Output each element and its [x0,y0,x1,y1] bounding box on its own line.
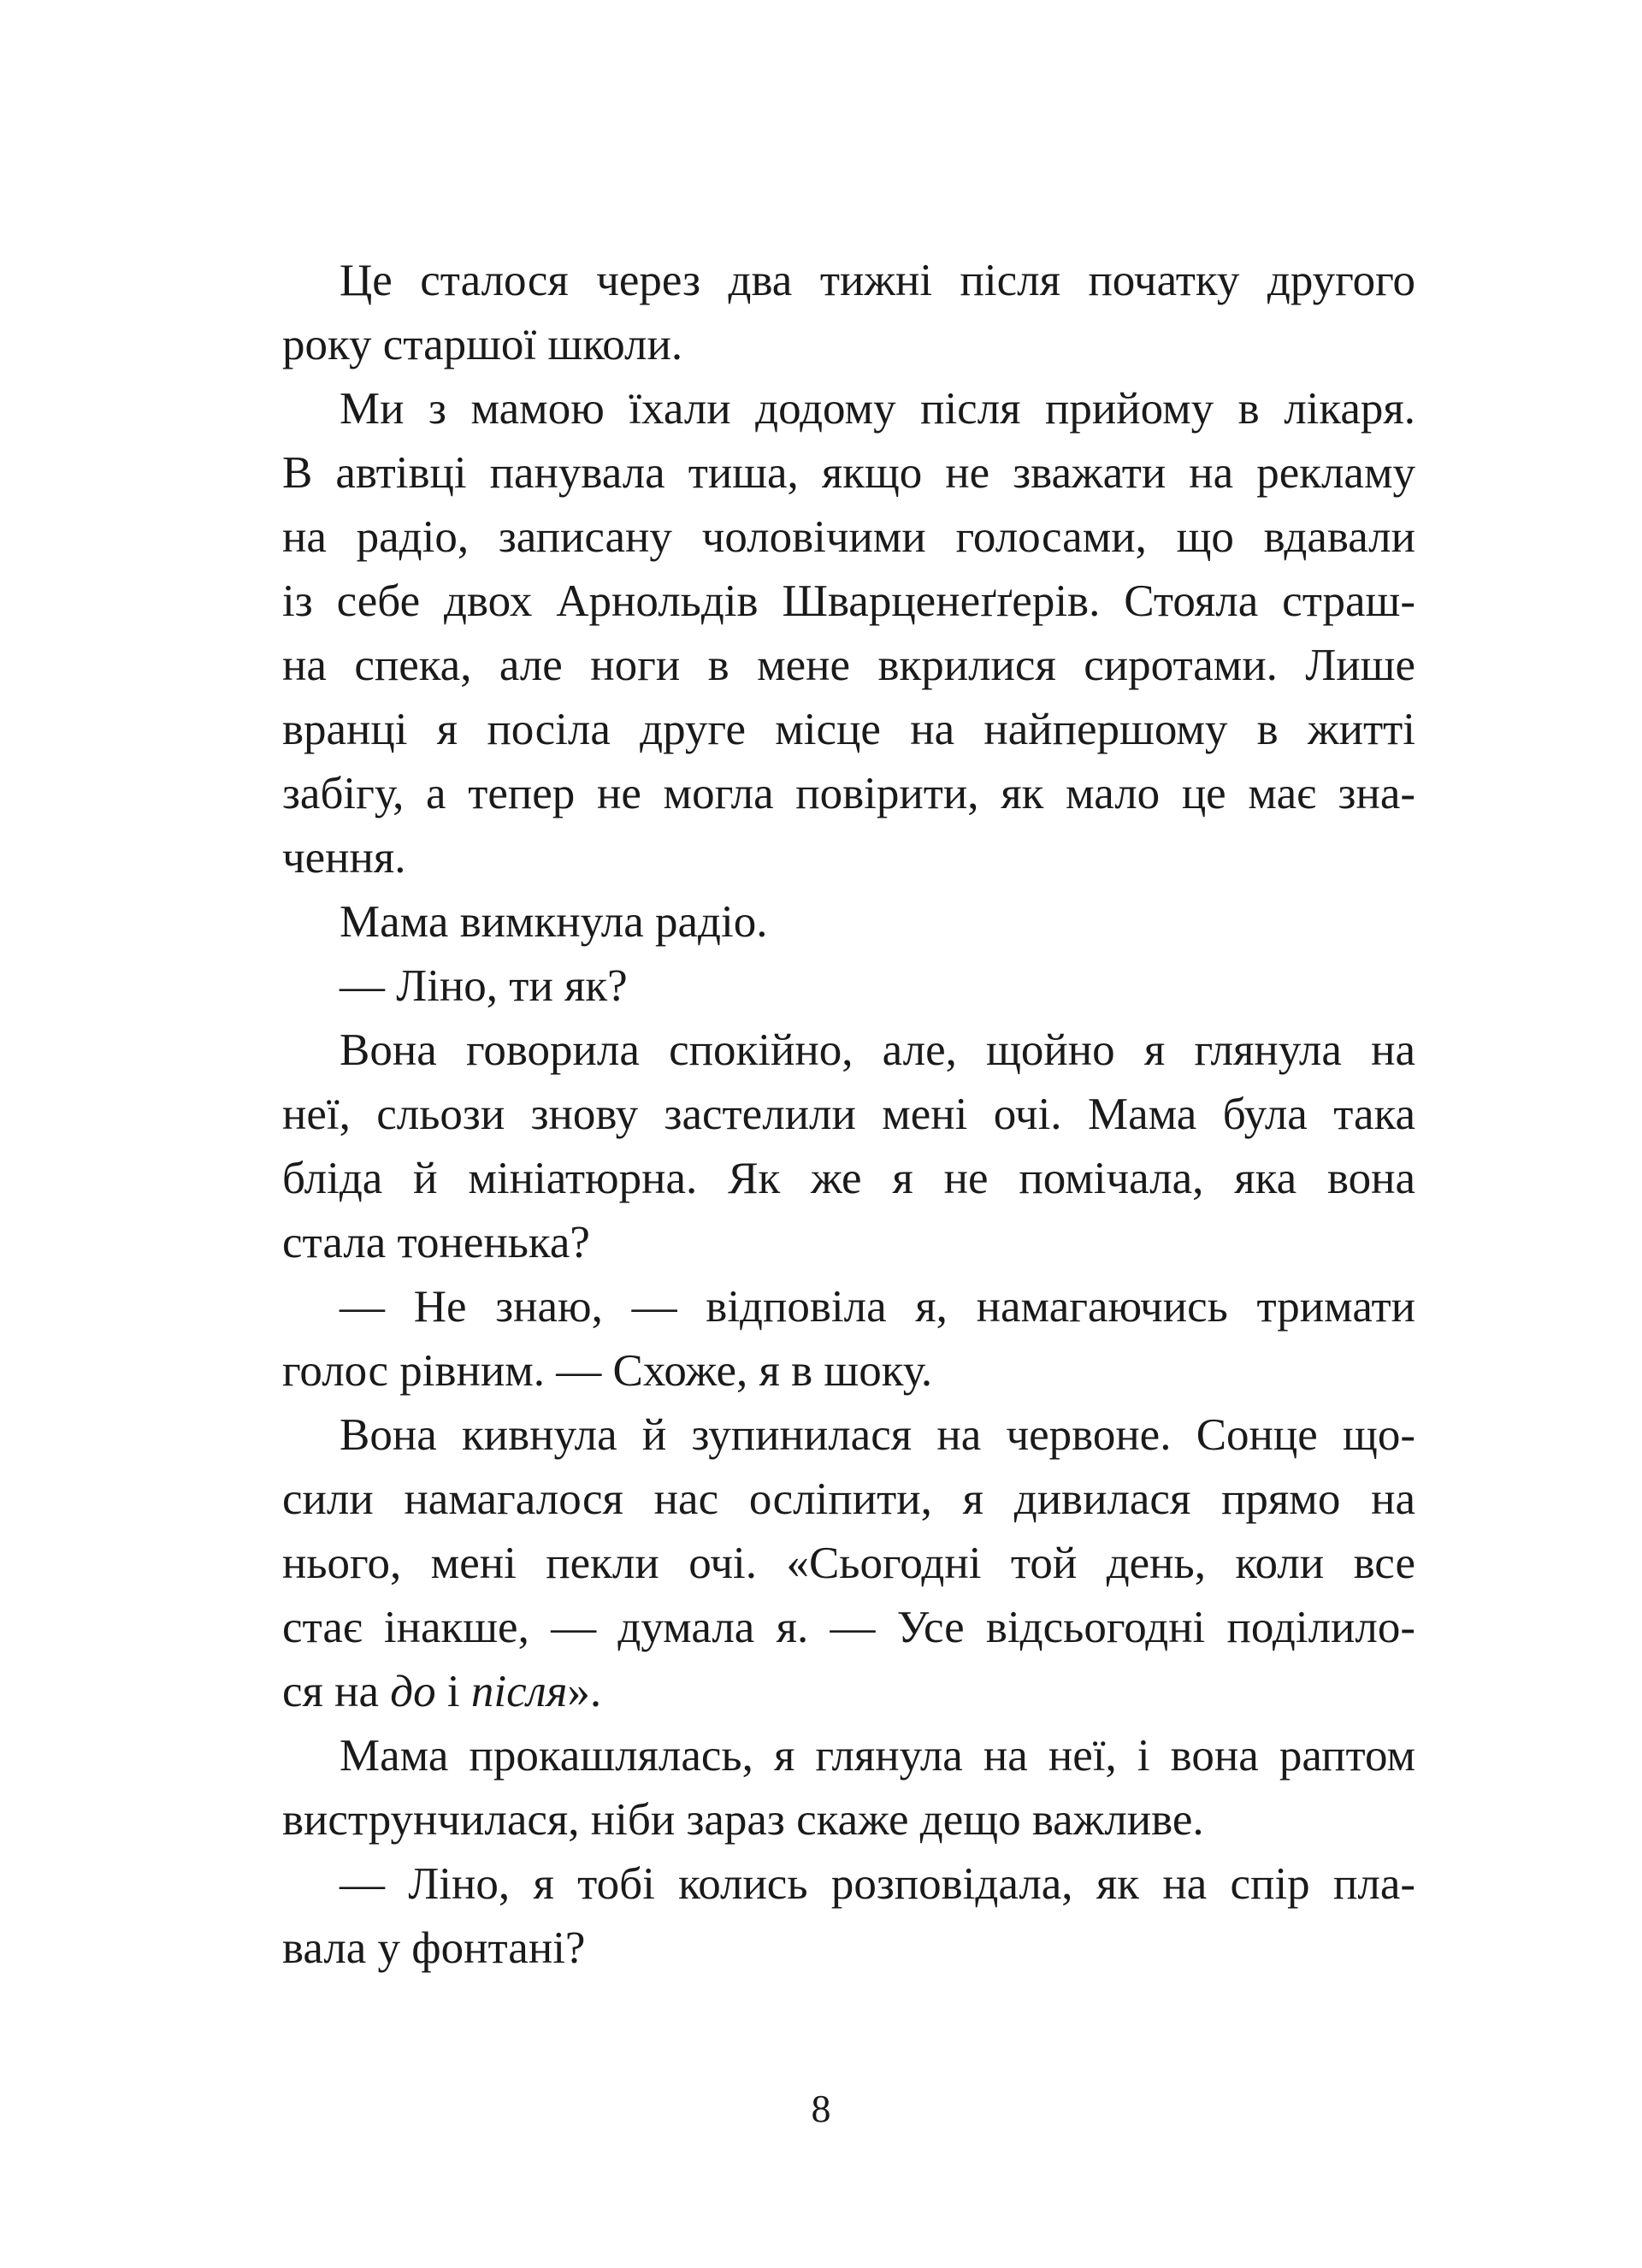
body-text [282,249,1415,1981]
text-line: сили намагалося нас осліпити, я дивилася прямо на [282,1474,1415,1524]
text-line: Ми з мамою їхали додому після прийому в лікаря. [340,384,1415,434]
text-line: виструнчилася, ніби зараз скаже дещо важливе. [282,1795,1204,1845]
text-line: неї, сльози знову застелили мені очі. Мама була така [282,1090,1415,1139]
text-line: року старшої школи. [282,320,683,369]
text-line: бліда й мініатюрна. Як же я не помічала, яка вона [282,1154,1415,1203]
text-line: Мама вимкнула радіо. [340,897,768,947]
text-line-with-italics [282,1660,1415,1724]
text-fragment: ся на [282,1667,391,1716]
text-fragment: ». [567,1667,602,1716]
text-line: із себе двох Арнольдів Шварценеґґерів. Стояла страш- [282,576,1415,626]
text-line: стала тоненька? [282,1218,590,1267]
text-line: Вона говорила спокійно, але, щойно я глянула на [340,1025,1415,1075]
dialogue-line: — Ліно, ти як? [340,961,628,1011]
page-number: 8 [811,2087,831,2130]
dialogue-line: — Не знаю, — відповіла я, намагаючись тримати [340,1282,1415,1332]
text-line: Мама прокашлялась, я глянула на неї, і вона раптом [340,1731,1415,1781]
text-line: вранці я посіла друге місце на найпершому в житті [282,705,1415,754]
italic-word: після [470,1667,568,1716]
text-line: В автівці панувала тиша, якщо не зважати на рекламу [282,448,1415,498]
text-line: вала у фонтані? [282,1923,586,1973]
text-fragment: і [435,1667,471,1716]
text-line: голос рівним. — Схоже, я в шоку. [282,1346,933,1396]
text-line: на спека, але ноги в мене вкрилися сиротами. Лише [282,641,1415,690]
text-line: Вона кивнула й зупинилася на червоне. Сонце що- [340,1410,1415,1460]
text-line: стає інакше, — думала я. — Усе відсьогодні поділило- [282,1603,1415,1652]
dialogue-line: — Ліно, я тобі колись розповідала, як на спір пла- [340,1859,1415,1909]
text-line: нього, мені пекли очі. «Сьогодні той день, коли все [282,1539,1415,1588]
italic-word: до [390,1667,436,1716]
text-line: на радіо, записану чоловічими голосами, що вдавали [282,512,1415,562]
text-line: чення. [282,833,406,883]
text-line: Це сталося через два тижні після початку другого [340,256,1415,305]
text-line: забігу, а тепер не могла повірити, як мало це має зна- [282,769,1415,818]
